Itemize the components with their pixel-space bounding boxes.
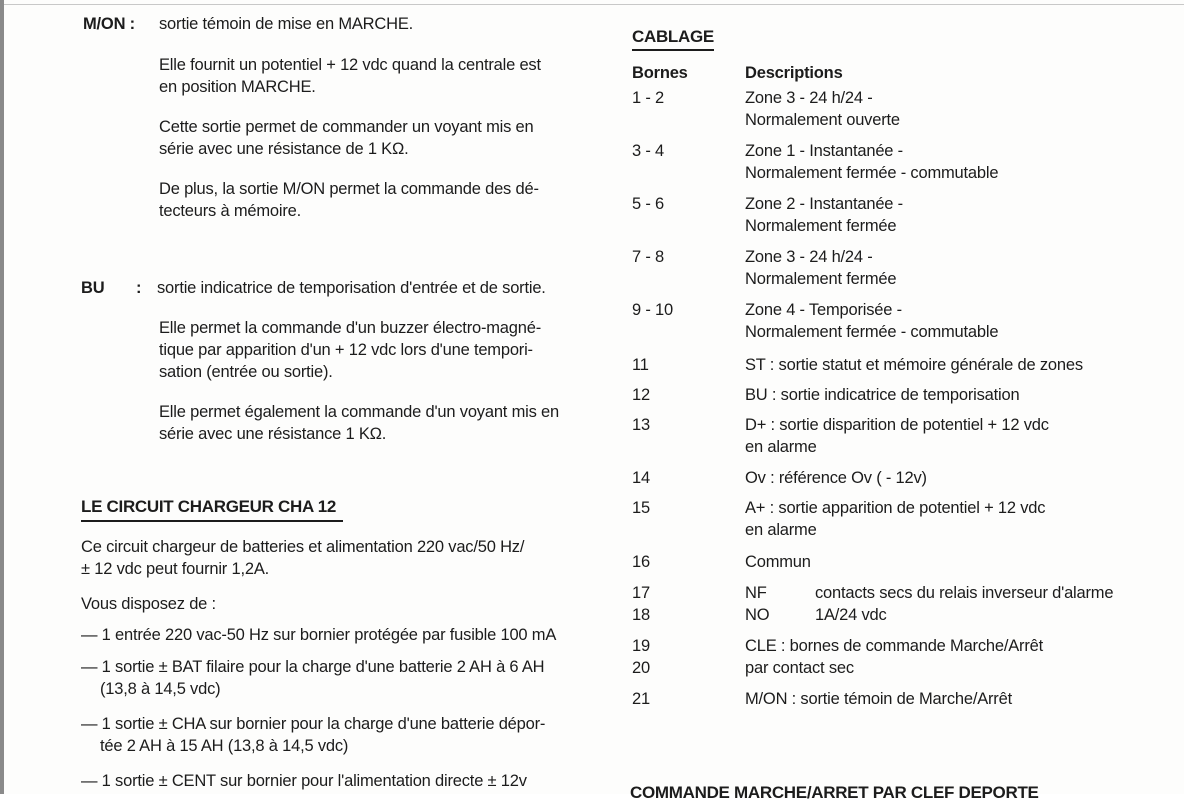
charger-intro-line-2: ± 12 vdc peut fournir 1,2A. [81, 560, 270, 578]
borne-11: 11 [632, 356, 649, 374]
cablage-heading: CABLAGE [632, 27, 714, 46]
desc-15-line-2: en alarme [745, 521, 817, 539]
desc-13-line-1: D+ : sortie disparition de potentiel + 12 vdc [745, 416, 1049, 434]
desc-12: BU : sortie indicatrice de temporisation [745, 386, 1020, 404]
desc-19: CLE : bornes de commande Marche/Arrêt [745, 637, 1043, 655]
mon-description: sortie témoin de mise en MARCHE. [159, 15, 414, 33]
desc-15-line-1: A+ : sortie apparition de potentiel + 12 vdc [745, 499, 1046, 517]
desc-17: NF [745, 584, 767, 602]
borne-20: 20 [632, 659, 650, 677]
desc-18-extra: 1A/24 vdc [815, 606, 887, 624]
borne-14: 14 [632, 469, 650, 487]
desc-11: ST : sortie statut et mémoire générale de zones [745, 356, 1083, 374]
borne-3-4: 3 - 4 [632, 142, 665, 160]
desc-18: NO [745, 606, 770, 624]
borne-9-10: 9 - 10 [632, 301, 673, 319]
bu-description: sortie indicatrice de temporisation d'entrée et de sortie. [157, 279, 546, 297]
desc-16: Commun [745, 553, 811, 571]
bu-paragraph-1-line-3: sation (entrée ou sortie). [159, 363, 333, 381]
desc-9-10-line-1: Zone 4 - Temporisée - [745, 301, 902, 319]
borne-21: 21 [632, 690, 650, 708]
bu-paragraph-2-line-2: série avec une résistance 1 KΩ. [159, 425, 387, 443]
bu-paragraph-1-line-1: Elle permet la commande d'un buzzer électro-magné- [159, 319, 542, 337]
borne-12: 12 [632, 386, 650, 404]
borne-15: 15 [632, 499, 650, 517]
mon-label: M/ON : [83, 15, 135, 33]
desc-3-4-line-1: Zone 1 - Instantanée - [745, 142, 903, 160]
desc-5-6-line-2: Normalement fermée [745, 217, 897, 235]
desc-17-extra: contacts secs du relais inverseur d'alarme [815, 584, 1114, 602]
charger-intro-line-1: Ce circuit chargeur de batteries et alimentation 220 vac/50 Hz/ [81, 538, 525, 556]
bu-label: BU [81, 279, 105, 297]
borne-13: 13 [632, 416, 650, 434]
borne-18: 18 [632, 606, 650, 624]
bu-colon: : [136, 279, 142, 297]
charger-heading-underline [81, 520, 343, 522]
charger-item-3-line-1: — 1 sortie ± CHA sur bornier pour la charge d'une batterie dépor- [81, 715, 546, 733]
borne-7-8: 7 - 8 [632, 248, 665, 266]
borne-19: 19 [632, 637, 650, 655]
bu-paragraph-1-line-2: tique par apparition d'un + 12 vdc lors d'une tempori- [159, 341, 533, 359]
charger-item-1: — 1 entrée 220 vac-50 Hz sur bornier protégée par fusible 100 mA [81, 626, 557, 644]
desc-14: Ov : référence Ov ( - 12v) [745, 469, 927, 487]
bu-paragraph-2-line-1: Elle permet également la commande d'un voyant mis en [159, 403, 559, 421]
bottom-heading-cut: COMMANDE MARCHE/ARRET PAR CLEF DEPORTE [630, 783, 1039, 802]
desc-13-line-2: en alarme [745, 438, 817, 456]
desc-3-4-line-2: Normalement fermée - commutable [745, 164, 999, 182]
mon-paragraph-2-line-1: Cette sortie permet de commander un voyant mis en [159, 118, 534, 136]
mon-paragraph-3-line-1: De plus, la sortie M/ON permet la commande des dé- [159, 180, 539, 198]
mon-paragraph-1-line-1: Elle fournit un potentiel + 12 vdc quand la centrale est [159, 56, 541, 74]
borne-16: 16 [632, 553, 650, 571]
desc-9-10-line-2: Normalement fermée - commutable [745, 323, 999, 341]
desc-7-8-line-2: Normalement fermée [745, 270, 897, 288]
charger-item-4: — 1 sortie ± CENT sur bornier pour l'alimentation directe ± 12v [81, 772, 527, 790]
desc-21: M/ON : sortie témoin de Marche/Arrêt [745, 690, 1012, 708]
col-descriptions-header: Descriptions [745, 64, 843, 82]
col-bornes-header: Bornes [632, 64, 688, 82]
borne-17: 17 [632, 584, 650, 602]
charger-heading: LE CIRCUIT CHARGEUR CHA 12 [81, 497, 337, 516]
desc-20: par contact sec [745, 659, 854, 677]
borne-1-2: 1 - 2 [632, 89, 665, 107]
mon-paragraph-3-line-2: tecteurs à mémoire. [159, 202, 302, 220]
desc-1-2-line-2: Normalement ouverte [745, 111, 900, 129]
mon-paragraph-2-line-2: série avec une résistance de 1 KΩ. [159, 140, 409, 158]
desc-7-8-line-1: Zone 3 - 24 h/24 - [745, 248, 873, 266]
charger-item-2-line-2: (13,8 à 14,5 vdc) [100, 680, 221, 698]
page-top-edge [4, 4, 1184, 5]
borne-5-6: 5 - 6 [632, 195, 665, 213]
desc-5-6-line-1: Zone 2 - Instantanée - [745, 195, 903, 213]
charger-item-2-line-1: — 1 sortie ± BAT filaire pour la charge d'une batterie 2 AH à 6 AH [81, 658, 545, 676]
vous-disposez: Vous disposez de : [81, 595, 216, 613]
mon-paragraph-1-line-2: en position MARCHE. [159, 78, 316, 96]
desc-1-2-line-1: Zone 3 - 24 h/24 - [745, 89, 873, 107]
charger-item-3-line-2: tée 2 AH à 15 AH (13,8 à 14,5 vdc) [100, 737, 349, 755]
cablage-heading-underline [632, 49, 714, 51]
